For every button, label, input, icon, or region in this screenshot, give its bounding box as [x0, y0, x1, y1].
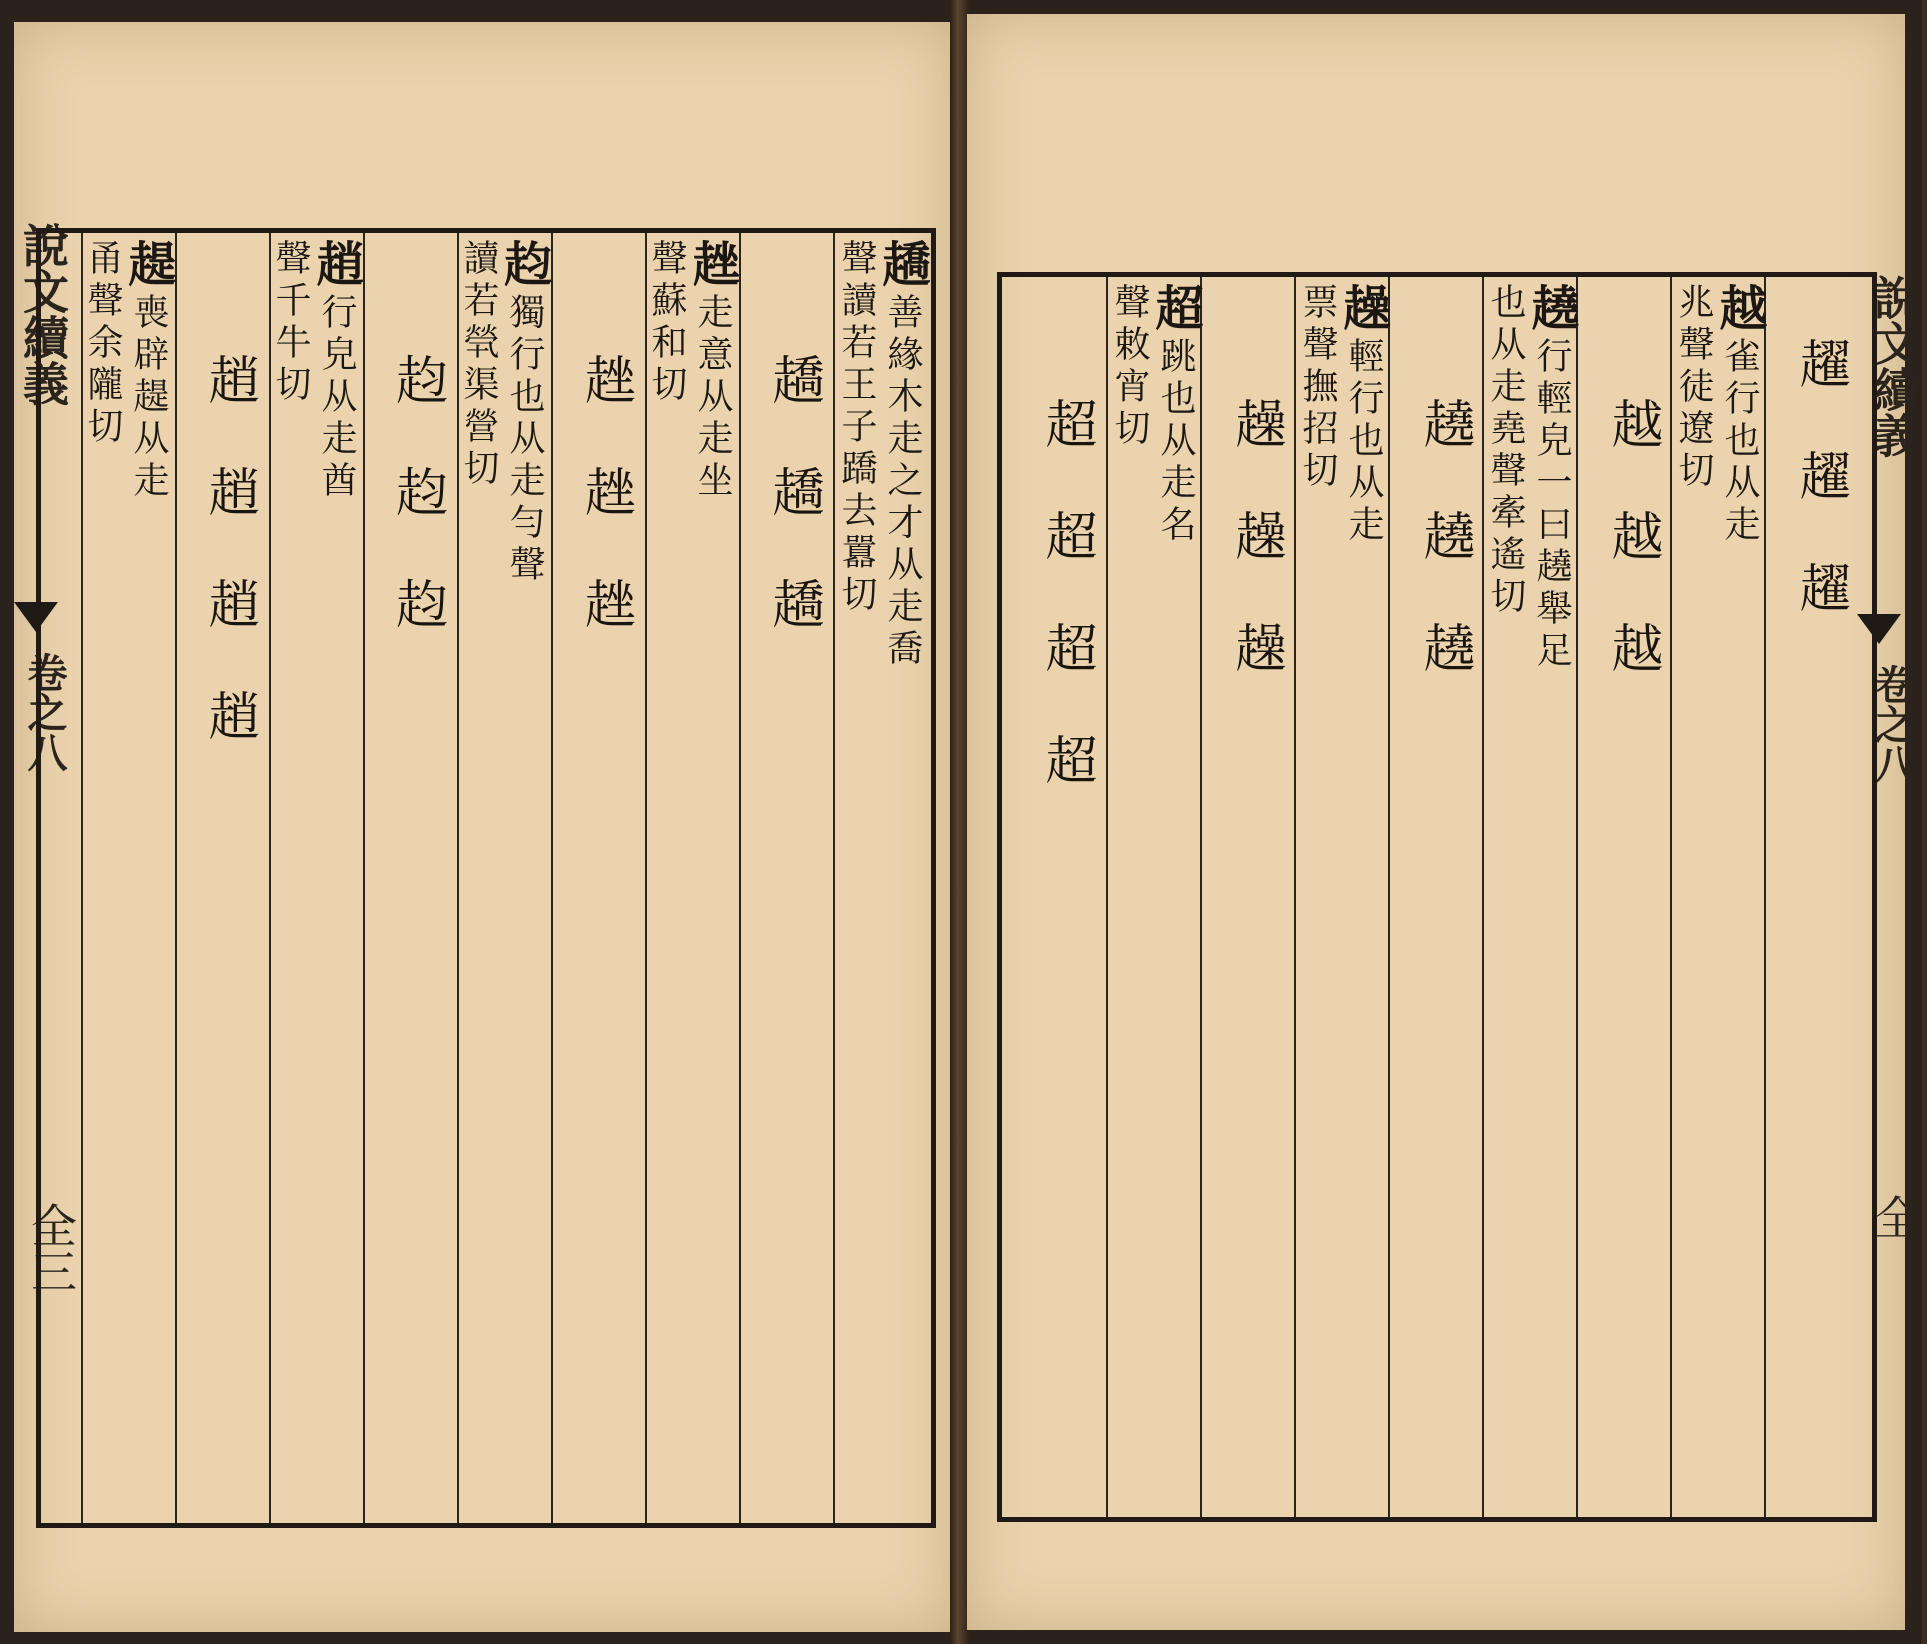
- left-page: [14, 22, 952, 1632]
- gloss-line: 獨行也从走勻聲: [504, 293, 545, 587]
- headword: 超: [1147, 283, 1203, 337]
- column-rule: [1200, 277, 1202, 1517]
- left-volume-label: 卷之八: [21, 652, 68, 772]
- headword: 趧: [120, 239, 176, 293]
- seal-script-column: [177, 353, 267, 801]
- seal-script-column: [1204, 397, 1294, 733]
- seal-glyph: 超: [1036, 733, 1096, 845]
- column-rule: [1294, 277, 1296, 1517]
- seal-script-column: [1768, 337, 1858, 673]
- dictionary-entry: [270, 239, 364, 503]
- gloss-line: 善緣木走之才从走喬: [882, 293, 923, 671]
- right-margin-title: 說文續義: [1867, 274, 1921, 458]
- dictionary-entry: [1485, 283, 1579, 673]
- headword: 趖: [684, 239, 740, 293]
- gloss-line: 聲敕宵切: [1109, 283, 1150, 451]
- seal-glyph: 趮: [1226, 621, 1286, 733]
- seal-glyph: 趙: [199, 577, 259, 689]
- seal-glyph: 趯: [1790, 337, 1850, 449]
- seal-glyph: 趫: [763, 577, 823, 689]
- left-margin-title: 說文續義: [16, 222, 70, 406]
- gloss-line: 讀若煢渠營切: [458, 239, 499, 491]
- seal-script-column: [1014, 397, 1104, 845]
- seal-glyph: 趬: [1414, 397, 1474, 509]
- headword: 趬: [1523, 283, 1579, 337]
- seal-glyph: 趮: [1226, 397, 1286, 509]
- headword: 越: [1711, 283, 1767, 337]
- gloss-line: 喪辟趧从走: [128, 293, 169, 503]
- gloss-line: 輕行也从走: [1343, 337, 1384, 547]
- seal-glyph: 趖: [575, 353, 635, 465]
- dictionary-entry: [836, 239, 930, 671]
- gloss-line: 也从走堯聲牽遙切: [1485, 283, 1526, 619]
- seal-script-column: [1580, 397, 1670, 733]
- headword: 赹: [496, 239, 552, 293]
- seal-glyph: 趯: [1790, 561, 1850, 673]
- dictionary-entry: [82, 239, 176, 503]
- seal-glyph: 趬: [1414, 621, 1474, 733]
- seal-glyph: 越: [1602, 621, 1662, 733]
- gloss-line: 聲讀若王子蹻去囂切: [836, 239, 877, 617]
- seal-glyph: 越: [1602, 509, 1662, 621]
- column-rule: [1764, 277, 1766, 1517]
- dictionary-entry: [1297, 283, 1391, 547]
- gloss-line: 行輕皃一曰趬舉足: [1531, 337, 1572, 673]
- seal-glyph: 超: [1036, 397, 1096, 509]
- dictionary-entry: [1109, 283, 1203, 547]
- seal-glyph: 超: [1036, 621, 1096, 733]
- seal-glyph: 趯: [1790, 449, 1850, 561]
- gloss-line: 聲蘇和切: [646, 239, 687, 407]
- seal-script-column: [1392, 397, 1482, 733]
- seal-script-column: [741, 353, 831, 689]
- seal-glyph: 趬: [1414, 509, 1474, 621]
- right-page-number: 全: [1867, 1194, 1921, 1240]
- column-rule: [1576, 277, 1578, 1517]
- column-rule: [833, 233, 835, 1523]
- seal-glyph: 超: [1036, 509, 1096, 621]
- right-page: [967, 14, 1921, 1630]
- seal-glyph: 趙: [199, 689, 259, 801]
- headword: 趫: [874, 239, 930, 293]
- headword: 趙: [308, 239, 364, 293]
- gloss-line: 聲千牛切: [270, 239, 311, 407]
- right-volume-label: 卷之八: [1868, 664, 1915, 784]
- gloss-line: 行皃从走酋: [316, 293, 357, 503]
- seal-glyph: 越: [1602, 397, 1662, 509]
- column-rule: [1388, 277, 1390, 1517]
- dictionary-entry: [1673, 283, 1767, 547]
- dictionary-entry: [458, 239, 552, 587]
- seal-glyph: 赹: [387, 465, 447, 577]
- seal-glyph: 赹: [387, 353, 447, 465]
- column-rule: [1670, 277, 1672, 1517]
- column-rule: [1106, 277, 1108, 1517]
- left-page-number: 全三: [24, 1202, 78, 1294]
- left-text-frame: [36, 228, 936, 1528]
- seal-glyph: 趖: [575, 577, 635, 689]
- gloss-line: 雀行也从走: [1719, 337, 1760, 547]
- gloss-line: 票聲撫招切: [1297, 283, 1338, 493]
- gloss-line: 甬聲余隴切: [82, 239, 123, 449]
- gloss-line: 兆聲徒遼切: [1673, 283, 1714, 493]
- column-rule: [1482, 277, 1484, 1517]
- seal-script-column: [553, 353, 643, 689]
- seal-script-column: [365, 353, 455, 689]
- dictionary-entry: [646, 239, 740, 503]
- seal-glyph: 趫: [763, 465, 823, 577]
- gloss-line: 走意从走坐: [692, 293, 733, 503]
- headword: 趮: [1335, 283, 1391, 337]
- seal-glyph: 趖: [575, 465, 635, 577]
- seal-glyph: 趙: [199, 353, 259, 465]
- seal-glyph: 趫: [763, 353, 823, 465]
- gloss-line: 跳也从走名: [1155, 337, 1196, 547]
- seal-glyph: 趮: [1226, 509, 1286, 621]
- seal-glyph: 赹: [387, 577, 447, 689]
- right-text-frame: [997, 272, 1877, 1522]
- seal-glyph: 趙: [199, 465, 259, 577]
